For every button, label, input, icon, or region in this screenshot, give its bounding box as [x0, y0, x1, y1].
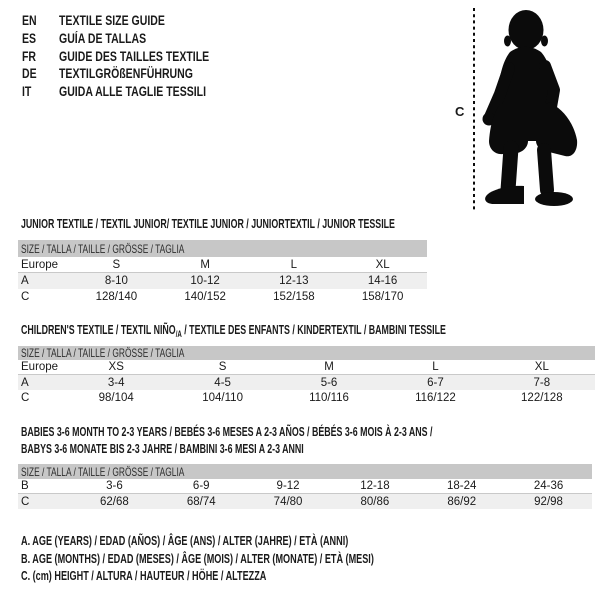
size-cell: XS — [108, 361, 124, 373]
height-cell: 158/170 — [361, 291, 404, 303]
language-list — [22, 12, 252, 100]
age-cell: 8-10 — [104, 275, 128, 287]
size-header-bar: SIZE / TALLA / TAILLE / GRÖSSE / TAGLIA — [18, 464, 592, 479]
language-item — [22, 30, 252, 48]
table-row — [18, 390, 595, 405]
children-size-table — [18, 346, 595, 405]
row-label: A — [21, 376, 29, 389]
language-item — [22, 83, 252, 101]
size-cell: XL — [534, 361, 549, 373]
row-label: C — [21, 495, 30, 508]
height-cell: 98/104 — [98, 391, 134, 404]
junior-size-table — [18, 240, 427, 305]
height-cell: 140/152 — [184, 291, 226, 303]
table-row — [18, 360, 595, 375]
size-cell: L — [290, 258, 298, 271]
height-cell: 122/128 — [521, 391, 563, 404]
size-header-bar: SIZE / TALLA / TAILLE / GRÖSSE / TAGLIA — [18, 346, 595, 360]
table-row — [18, 479, 592, 494]
height-cell: 152/158 — [273, 291, 315, 303]
language-code: IT — [22, 84, 32, 100]
height-cell: 110/116 — [309, 391, 349, 404]
age-cell: 9-12 — [276, 480, 300, 492]
age-cell: 5-6 — [320, 376, 338, 389]
babies-size-table — [18, 464, 592, 509]
height-cell: 68/74 — [186, 495, 216, 508]
language-title: TEXTILE SIZE GUIDE — [59, 13, 165, 29]
age-cell: 4-5 — [214, 376, 231, 389]
language-item — [22, 65, 252, 83]
language-title: GUIDA ALLE TAGLIE TESSILI — [59, 84, 207, 100]
baby-silhouette-icon — [483, 10, 578, 206]
size-cell: L — [432, 361, 439, 373]
age-cell: 3-4 — [107, 376, 125, 389]
table-row — [18, 494, 592, 509]
height-cell: 80/86 — [360, 495, 390, 508]
table-row — [18, 375, 595, 390]
legend-notes — [21, 533, 525, 586]
row-label: A — [21, 275, 29, 287]
language-item — [22, 12, 252, 30]
children-section-title: CHILDREN'S TEXTILE / TEXTIL $NIÑO_{/A}$ / TEXTILE DES ENFANTS / KINDERTEXTIL / BAMBINI TESSILE — [21, 322, 446, 339]
row-label: Europe — [21, 361, 59, 373]
row-label: Europe — [21, 258, 59, 271]
age-cell: 24-36 — [533, 480, 564, 492]
age-cell: 10-12 — [190, 275, 220, 287]
height-cell: 116/122 — [415, 391, 456, 404]
language-code: EN — [22, 13, 37, 29]
size-cell: S — [112, 258, 121, 271]
height-cell: 92/98 — [534, 495, 563, 508]
size-cell: S — [218, 361, 227, 373]
size-cell: M — [324, 361, 334, 373]
language-title: GUIDE DES TAILLES TEXTILE — [59, 48, 210, 64]
age-cell: 7-8 — [533, 376, 551, 389]
subscript: /A — [175, 329, 182, 339]
language-code: ES — [22, 31, 37, 47]
age-cell: 18-24 — [447, 480, 477, 492]
row-label: C — [21, 291, 30, 303]
age-cell: 6-9 — [192, 480, 210, 492]
legend-note-a: A. AGE (YEARS) / EDAD (AÑOS) / ÂGE (ANS) / ALTER (JAHRE) / ETÀ (ANNI) — [21, 533, 349, 548]
language-code: FR — [22, 48, 37, 64]
height-cell: 62/68 — [100, 495, 129, 508]
babies-section-title: BABIES 3-6 MONTH TO 2-3 YEARS / BEBÉS 3-6 MESES A 2-3 AÑOS / BÉBÉS 3-6 MOIS À 2-3 ANS / BABYS 3-6 MONATE BIS 2-3 JAHRE / BAMBINI 3-6 MESI A 2-3 ANNI — [21, 424, 433, 456]
table-row — [18, 289, 427, 305]
row-label: C — [21, 391, 30, 404]
age-cell: 6-7 — [427, 376, 444, 389]
legend-note-c: C. (cm) HEIGHT / ALTURA / HAUTEUR / HÖHE / ALTEZZA — [21, 568, 267, 584]
height-cell: 86/92 — [447, 495, 477, 508]
size-header-bar: SIZE / TALLA / TAILLE / GRÖSSE / TAGLIA — [18, 240, 427, 257]
height-label: C — [455, 104, 465, 119]
height-cell: 104/110 — [202, 391, 243, 404]
language-item — [22, 47, 252, 65]
age-cell: 3-6 — [106, 480, 123, 492]
height-cell: 74/80 — [273, 495, 303, 508]
language-title: TEXTILGRÖßENFÜHRUNG — [59, 66, 193, 82]
size-cell: XL — [375, 258, 390, 271]
table-row — [18, 273, 427, 289]
junior-section-title: JUNIOR TEXTILE / TEXTIL JUNIOR/ TEXTILE JUNIOR / JUNIORTEXTIL / JUNIOR TESSILE — [21, 216, 395, 231]
language-code: DE — [22, 66, 37, 82]
height-cell: 128/140 — [95, 291, 138, 303]
row-label: B — [21, 480, 29, 492]
age-cell: 12-13 — [279, 275, 309, 287]
size-cell: M — [200, 258, 210, 271]
age-cell: 12-18 — [360, 480, 390, 492]
legend-note-b: B. AGE (MONTHS) / EDAD (MESES) / ÂGE (MOIS) / ALTER (MONATE) / ETÀ (MESI) — [21, 550, 374, 566]
table-row — [18, 257, 427, 273]
age-cell: 14-16 — [367, 275, 398, 287]
language-title: GUÍA DE TALLAS — [59, 31, 147, 47]
